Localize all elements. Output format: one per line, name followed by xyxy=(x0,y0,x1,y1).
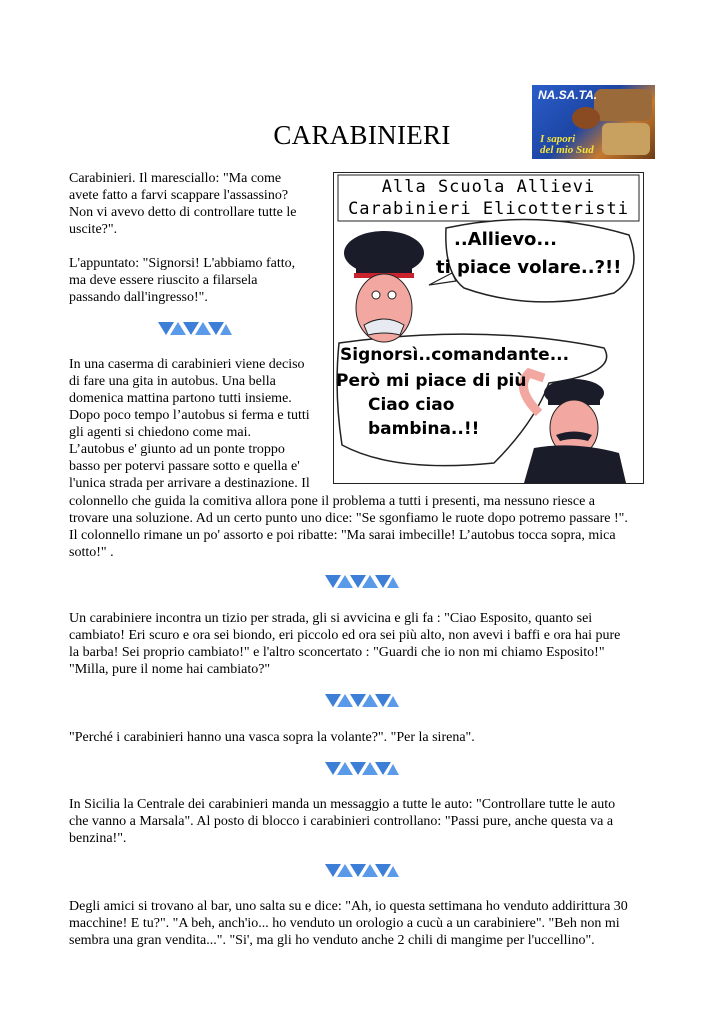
text-line: Il colonnello rimane un po' assorto e poi ribatte: "Ma sarai imbecille! L’autobus tocca sopra, mica xyxy=(69,528,616,543)
triangles-icon xyxy=(158,322,232,336)
text-line: trovare una soluzione. Ad un certo punto uno dice: "Se sgonfiamo le ruote dopo potremo passare !". xyxy=(69,511,628,526)
bubble-text: ti piace volare..?!! xyxy=(436,257,622,278)
text-line: gli agenti si chiedono come mai. xyxy=(69,425,251,440)
joke-3-start xyxy=(69,356,321,492)
joke-7 xyxy=(69,898,655,949)
bubble-text: Signorsì..comandante... xyxy=(340,345,570,365)
text-line: ma deve essere riuscito a filarsela xyxy=(69,273,258,288)
text-line: Dopo poco tempo l’autobus si ferma e tutti xyxy=(69,408,310,423)
text-line: Un carabiniere incontra un tizio per strada, gli si avvicina e gli fa : "Ciao Esposito, quanto sei xyxy=(69,611,593,626)
text-line: Degli amici si trovano al bar, uno salta su e dice: "Ah, io questa settimana ho venduto addirittura 30 xyxy=(69,899,628,914)
text-line: sembra una gran vendita...". "Si', ma gli ho venduto anche 2 chili di mangime per l'uccellino". xyxy=(69,933,595,948)
joke-2 xyxy=(69,255,321,306)
text-line: la barba! Sei proprio cambiato!" e l'altro sconcertato : "Guardi che io non mi chiamo Esposito!" xyxy=(69,645,605,660)
joke-4 xyxy=(69,610,655,678)
logo-subtitle-1: I sapori xyxy=(540,133,576,145)
text-line: In una caserma di carabinieri viene deciso xyxy=(69,357,305,372)
separator-triangles xyxy=(158,322,232,336)
bubble-text: Ciao ciao xyxy=(368,395,455,415)
triangles-icon xyxy=(325,864,399,878)
logo-subtitle-2: del mio Sud xyxy=(540,144,594,156)
text-line: basso per potervi passare sotto e quella e' xyxy=(69,459,300,474)
logo-food-image xyxy=(594,89,652,121)
text-line: benzina!". xyxy=(69,831,127,846)
separator-triangles xyxy=(325,575,399,589)
text-line: domenica mattina partono tutti insieme. xyxy=(69,391,292,406)
cartoon-caption: Carabinieri Elicotteristi xyxy=(348,199,629,219)
joke-1 xyxy=(69,170,321,238)
text-line: colonnello che guida la comitiva allora pone il problema a tutti i presenti, ma nessuno riesce a xyxy=(69,494,595,509)
cartoon-caption: Alla Scuola Allievi xyxy=(381,177,596,197)
text-line: cambiato! Eri scuro e ora sei biondo, eri piccolo ed ora sei più alto, non avevi i baffi e ora hai pure xyxy=(69,628,621,643)
triangles-icon xyxy=(325,762,399,776)
text-line: uscite?". xyxy=(69,222,118,237)
triangles-icon xyxy=(325,575,399,589)
logo-title: NA.SA.TA. xyxy=(538,88,598,102)
carabinieri-cartoon xyxy=(333,172,644,484)
text-line: In Sicilia la Centrale dei carabinieri manda un messaggio a tutte le auto: "Controllare tutte le auto xyxy=(69,797,616,812)
text-line: L'appuntato: "Signorsi! L'abbiamo fatto, xyxy=(69,256,296,271)
joke-6 xyxy=(69,796,655,847)
bubble-text: ..Allievo... xyxy=(454,229,557,250)
text-line: macchine! E tu?". "A beh, anch'io... ho venduto un orologio a cucù a un carabiniere". "Beh non mi xyxy=(69,916,620,931)
separator-triangles xyxy=(325,762,399,776)
separator-triangles xyxy=(325,694,399,708)
text-line: passando dall'ingresso!". xyxy=(69,290,208,305)
page-title: CARABINIERI xyxy=(273,120,451,150)
joke-3-end xyxy=(69,493,655,561)
text-line: di fare una gita in autobus. Una bella xyxy=(69,374,276,389)
separator-triangles xyxy=(325,864,399,878)
text-line: "Perché i carabinieri hanno una vasca sopra la volante?". "Per la sirena". xyxy=(69,730,475,745)
text-line: "Milla, pure il nome hai cambiato?" xyxy=(69,662,271,677)
joke-5 xyxy=(69,729,655,746)
text-line: l'unica strada per arrivare a destinazione. Il xyxy=(69,476,310,491)
bubble-text: Però mi piace di più xyxy=(336,371,527,391)
text-line: sotto!" . xyxy=(69,545,114,560)
text-line: L’autobus e' giunto ad un ponte troppo xyxy=(69,442,285,457)
bubble-text: bambina..!! xyxy=(368,419,480,439)
text-line: Carabinieri. Il maresciallo: "Ma come xyxy=(69,171,282,186)
triangles-icon xyxy=(325,694,399,708)
text-line: Non vi avevo detto di controllare tutte le xyxy=(69,205,297,220)
text-line: che vanno a Marsala". Al posto di blocco i carabinieri controllano: "Passi pure, anche questa va a xyxy=(69,814,614,829)
text-line: avete fatto a farvi scappare l'assassino? xyxy=(69,188,289,203)
